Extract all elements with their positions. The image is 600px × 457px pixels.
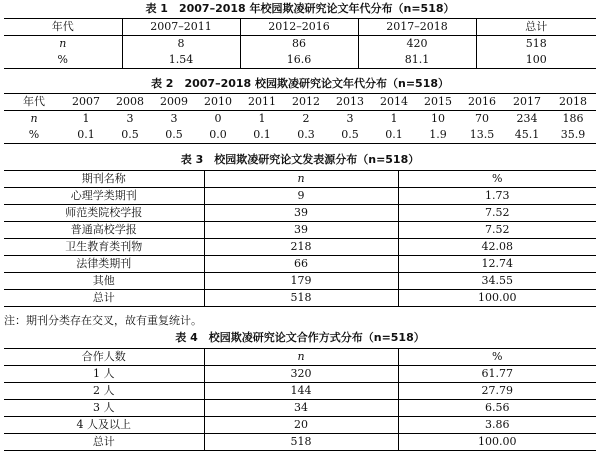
table1 (4, 18, 596, 69)
table2-caption: 表 2 2007–2018 校园欺凌研究论文年代分布（n=518） (150, 77, 450, 90)
table2-header: 2009 (152, 94, 196, 111)
table4-caption: 表 4 校园欺凌研究论文合作方式分布（n=518） (175, 331, 425, 344)
table2-cell: 3 (170, 112, 178, 125)
table4-header-row (4, 349, 596, 366)
table1-caption: 表 1 2007–2018 年校园欺凌研究论文年代分布（n=518） (145, 2, 455, 15)
table2-header: 2008 (108, 94, 152, 111)
table3-header: % (398, 171, 596, 188)
table4-cell: 1 人 (4, 366, 204, 383)
table1-header: 总计 (476, 19, 596, 36)
table2 (4, 93, 596, 144)
table4-header: n (204, 349, 398, 366)
table4-row (4, 400, 596, 417)
table2-cell: 0.1 (253, 128, 271, 141)
table2-header: 2007 (64, 94, 108, 111)
table3-total-row (4, 290, 596, 307)
table4-total-row (4, 434, 596, 451)
table4-cell: 2 人 (4, 383, 204, 400)
table1-header: 2012–2016 (240, 19, 358, 36)
table3 (4, 170, 596, 307)
table2-header: 2011 (240, 94, 284, 111)
table4-row (4, 383, 596, 400)
table3-cell: 34.55 (398, 273, 596, 290)
table1-cell: 8 (122, 36, 240, 53)
table2-header: 2013 (328, 94, 372, 111)
table3-note: 注：期刊分类存在交叉，故有重复统计。 (4, 314, 202, 327)
table3-cell: 12.74 (398, 256, 596, 273)
table4-row (4, 417, 596, 434)
table2-cell: 2 (302, 112, 310, 125)
table3-cell: 法律类期刊 (4, 256, 204, 273)
table2-cell: 186 (562, 112, 584, 125)
table3-header: n (204, 171, 398, 188)
table3-row (4, 222, 596, 239)
table2-header-row (4, 94, 596, 111)
table2-cell: 234 (516, 112, 538, 125)
table2-cell: 0.0 (209, 128, 227, 141)
table3-header: 期刊名称 (4, 171, 204, 188)
table4-cell: 100.00 (398, 434, 596, 451)
table2-cell: % (28, 128, 40, 141)
table1-header: 2017–2018 (358, 19, 476, 36)
table1-header: 年代 (4, 19, 122, 36)
table3-cell: 42.08 (398, 239, 596, 256)
table4 (4, 348, 596, 451)
table4-cell: 27.79 (398, 383, 596, 400)
table1-cell: % (57, 53, 68, 66)
table2-cell: n (30, 112, 38, 125)
table3-cell: 心理学类期刊 (4, 188, 204, 205)
table2-header: 2014 (372, 94, 416, 111)
table2-cell: 0.1 (385, 128, 403, 141)
table2-row (4, 127, 596, 144)
table1-header: 2007–2011 (122, 19, 240, 36)
table4-row (4, 366, 596, 383)
table1-row (4, 52, 596, 69)
table1-row (4, 36, 596, 53)
table3-row (4, 239, 596, 256)
table2-cell: 70 (475, 112, 489, 125)
table2-cell: 1 (82, 112, 90, 125)
table4-header: 合作人数 (4, 349, 204, 366)
table4-cell: 320 (204, 366, 398, 383)
table3-cell: 7.52 (398, 205, 596, 222)
table4-cell: 6.56 (398, 400, 596, 417)
table4-header: % (398, 349, 596, 366)
table4-cell: 518 (204, 434, 398, 451)
table1-cell: 1.54 (122, 52, 240, 69)
table4-cell: 34 (204, 400, 398, 417)
table2-header: 2016 (460, 94, 504, 111)
table4-cell: 61.77 (398, 366, 596, 383)
table1-cell: 518 (476, 36, 596, 53)
table2-cell: 0 (214, 112, 222, 125)
table2-header: 2017 (504, 94, 550, 111)
table3-cell: 其他 (4, 273, 204, 290)
table3-header-row (4, 171, 596, 188)
table2-header: 2015 (416, 94, 460, 111)
table3-cell: 218 (204, 239, 398, 256)
table2-header: 年代 (4, 94, 64, 111)
table3-cell: 100.00 (398, 290, 596, 307)
table3-cell: 9 (204, 188, 398, 205)
table3-row (4, 188, 596, 205)
table1-cell: 86 (240, 36, 358, 53)
table2-cell: 3 (346, 112, 354, 125)
table2-cell: 1 (258, 112, 266, 125)
table3-cell: 39 (204, 222, 398, 239)
table3-row (4, 256, 596, 273)
table2-header: 2010 (196, 94, 240, 111)
table4-cell: 总计 (92, 435, 115, 448)
table4-cell: 144 (204, 383, 398, 400)
table3-cell: 66 (204, 256, 398, 273)
table1-cell: 100 (476, 52, 596, 69)
table2-cell: 35.9 (560, 128, 586, 141)
table3-cell: 1.73 (398, 188, 596, 205)
table1-cell: n (59, 37, 67, 50)
table2-row (4, 111, 596, 128)
table3-cell: 总计 (92, 291, 115, 304)
table3-cell: 179 (204, 273, 398, 290)
table3-cell: 卫生教育类刊物 (4, 239, 204, 256)
table2-header: 2012 (284, 94, 328, 111)
table4-cell: 3 人 (4, 400, 204, 417)
table1-cell: 420 (358, 36, 476, 53)
table3-cell: 普通高校学报 (4, 222, 204, 239)
table2-cell: 13.5 (469, 128, 495, 141)
table3-cell: 7.52 (398, 222, 596, 239)
table3-cell: 师范类院校学报 (4, 205, 204, 222)
table3-cell: 518 (204, 290, 398, 307)
table3-cell: 39 (204, 205, 398, 222)
table2-cell: 3 (126, 112, 134, 125)
table2-cell: 10 (431, 112, 445, 125)
table2-cell: 0.5 (165, 128, 183, 141)
table2-cell: 0.1 (77, 128, 95, 141)
table2-cell: 1 (390, 112, 398, 125)
table1-cell: 81.1 (358, 52, 476, 69)
table2-header: 2018 (550, 94, 596, 111)
table2-cell: 0.5 (341, 128, 359, 141)
table2-cell: 45.1 (514, 128, 540, 141)
table4-cell: 4 人及以上 (4, 417, 204, 434)
table3-caption: 表 3 校园欺凌研究论文发表源分布（n=518） (180, 153, 420, 166)
table3-row (4, 205, 596, 222)
table2-cell: 1.9 (429, 128, 447, 141)
table2-cell: 0.3 (297, 128, 315, 141)
table1-cell: 16.6 (240, 52, 358, 69)
table2-cell: 0.5 (121, 128, 139, 141)
table4-cell: 3.86 (398, 417, 596, 434)
table1-header-row (4, 19, 596, 36)
table3-row (4, 273, 596, 290)
table4-cell: 20 (204, 417, 398, 434)
